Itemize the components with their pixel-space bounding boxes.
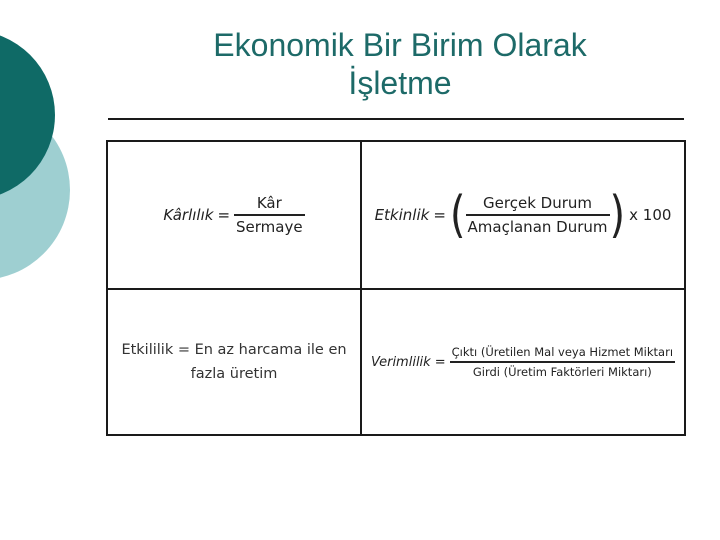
verimlilik-equals: = <box>434 354 446 370</box>
karlilik-lhs: Kârlılık <box>163 206 214 224</box>
slide-title <box>120 26 680 102</box>
title-line-1: Ekonomik Bir Birim Olarak <box>213 27 587 63</box>
etkililik-text <box>121 338 346 386</box>
verimlilik-fraction <box>450 345 675 379</box>
etkinlik-multiplier: x 100 <box>629 206 672 224</box>
verimlilik-denominator: Girdi (Üretim Faktörleri Miktarı) <box>472 364 652 379</box>
fraction-bar <box>450 361 675 363</box>
cell-karlilik <box>108 142 360 288</box>
karlilik-numerator: Kâr <box>256 194 282 213</box>
etkinlik-denominator: Amaçlanan Durum <box>467 217 608 236</box>
right-paren: ) <box>609 186 626 244</box>
fraction-bar <box>466 214 610 216</box>
etkinlik-equals: = <box>433 206 446 224</box>
verimlilik-numerator: Çıktı (Üretilen Mal veya Hizmet Miktarı <box>451 345 674 360</box>
karlilik-denominator: Sermaye <box>236 217 303 236</box>
verimlilik-lhs: Verimlilik <box>370 354 431 370</box>
fraction-bar <box>234 214 305 216</box>
cell-verimlilik <box>362 290 684 434</box>
etkinlik-lhs: Etkinlik <box>374 206 430 224</box>
cell-etkililik <box>108 290 360 434</box>
title-divider <box>108 118 684 120</box>
formula-table <box>106 140 686 436</box>
etkinlik-fraction <box>466 194 610 236</box>
decorative-circles <box>0 0 80 300</box>
etkililik-line-2: fazla üretim <box>190 366 278 382</box>
karlilik-formula <box>163 194 304 236</box>
karlilik-equals: = <box>217 206 231 224</box>
verimlilik-formula <box>371 345 675 379</box>
title-line-2: İşletme <box>348 65 452 101</box>
cell-etkinlik <box>362 142 684 288</box>
etkinlik-formula <box>374 186 672 244</box>
etkililik-line-1: Etkililik = En az harcama ile en <box>121 342 347 358</box>
left-paren: ( <box>449 186 466 244</box>
etkinlik-numerator: Gerçek Durum <box>483 194 592 213</box>
karlilik-fraction <box>234 194 305 236</box>
